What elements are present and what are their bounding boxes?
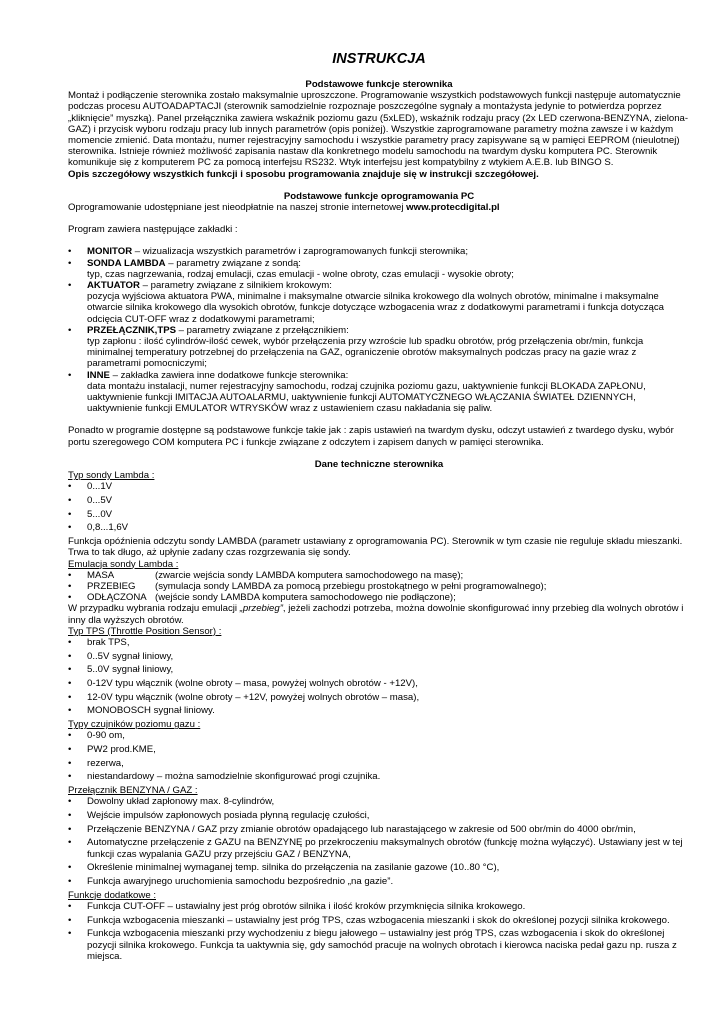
list-item: • 0-90 om,: [68, 730, 125, 742]
list-item: • PRZEBIEG (symulacja sondy LAMBDA za pomocą przebiegu prostokątnego w pełni programowalnego);: [68, 580, 547, 592]
bullet-icon: •: [68, 324, 72, 336]
list-item: • MONOBOSCH sygnał liniowy.: [68, 705, 215, 717]
list-item: • Funkcja awaryjnego uruchomienia samochodu bezpośrednio „na gazie”.: [68, 876, 394, 888]
software-tabs-list: [68, 246, 690, 414]
bullet-icon: •: [68, 837, 72, 849]
bullet-icon: •: [68, 280, 72, 292]
list-item-aktuator: • AKTUATOR – parametry związane z silnikiem krokowym: pozycja wyjściowa aktuatora PWA, minimalne i maksymalne otwarcie silnika krokowego dla wolnych obrotów, minimalne i maksymalne otwarcie silnika krokowego dla wysokich obrotów, funkcje dotyczące wzbogacenia wraz z dodatkowymi parametrami i funkcja dotycząca odcięcia CUT-OFF wraz z dodatkowymi parametrami;: [68, 280, 690, 325]
bullet-icon: •: [68, 664, 72, 676]
lambda-emulation-title: Emulacja sondy Lambda :: [68, 558, 179, 570]
list-item: • 12-0V typu włącznik (wolne obroty – +12V, powyżej wolnych obrotów – masa),: [68, 691, 420, 703]
list-item-sonda-lambda: • SONDA LAMBDA – parametry związane z sondą: typ, czas nagrzewania, rodzaj emulacji, czas emulacji - wolne obroty, czas emulacji - wysokie obroty;: [68, 258, 690, 280]
bullet-icon: •: [68, 580, 72, 592]
bullet-icon: •: [68, 257, 72, 269]
list-item: • ODŁĄCZONA (wejście sondy LAMBDA komputera samochodowego nie podłączone);: [68, 592, 456, 604]
bullet-icon: •: [68, 481, 72, 493]
website-link[interactable]: www.protecdigital.pl: [406, 202, 500, 214]
list-item-monitor: • MONITOR – wizualizacja wszystkich parametrów i zaprogramowanych funkcji sterownika;: [68, 246, 469, 258]
tab-detail: typ zapłonu : ilość cylindrów-ilość cewek, wybór przełączenia przy wzroście lub spadku obrotów, próg przełączenia obr/min, funkcja minimalnej temperatury potrzebnej do przełączenia na GAZ, ograniczenie obrotów maksymalnych podczas pracy na gazie wraz z parametrami pomocniczymi;: [87, 336, 644, 370]
gas-sensor-title: Typy czujników poziomu gazu :: [68, 719, 201, 731]
detailed-manual-note: Opis szczegółowy wszystkich funkcji i sposobu programowania znajduje się w instrukcji szczegółowej.: [68, 168, 539, 180]
list-item: • 0-12V typu włącznik (wolne obroty – masa, powyżej wolnych obrotów - +12V),: [68, 678, 418, 690]
emulation-note: W przypadku wybrania rodzaju emulacji „przebieg”, jeżeli zachodzi potrzeba, można dowolnie skonfigurować inny przebieg dla wolnych obrotów i inny dla wyższych obrotów.: [68, 603, 684, 626]
bullet-icon: •: [68, 928, 72, 940]
list-item-inne: • INNE – zakładka zawiera inne dodatkowe funkcje sterownika: data montażu instalacji, numer rejestracyjny samochodu, rodzaj czujnika poziomu gazu, uaktywnienie funkcji BLOKADA ZAPŁONU, uaktywnienie funkcji IMITACJA AUTOALARMU, uaktywnienie funkcji AUTOMATYCZNEGO WŁĄCZANIA ŚWIATEŁ DZIENNYCH, uaktywnienie funkcji EMULATOR WTRYSKÓW wraz z ustawieniem czasu nakładania się paliw.: [68, 370, 690, 415]
list-item: • 0...1V: [68, 481, 113, 493]
bullet-icon: •: [68, 569, 72, 581]
bullet-icon: •: [68, 757, 72, 769]
bullet-icon: •: [68, 744, 72, 756]
list-item: • Przełączenie BENZYNA / GAZ przy zmianie obrotów opadającego lub narastającego w zakresie od 500 obr/min do 4000 obr/min,: [68, 823, 636, 835]
gas-sensor-list: [68, 730, 690, 782]
software-intro: Oprogramowanie udostępniane jest nieodpłatnie na naszej stronie internetowej www.protecdigital.pl: [68, 202, 500, 214]
bullet-icon: •: [68, 862, 72, 874]
extra-functions-list: [68, 901, 690, 962]
lambda-emulation-list: [68, 570, 690, 604]
list-item: • Funkcja CUT-OFF – ustawialny jest próg obrotów silnika i ilość kroków przymknięcia silnika krokowego.: [68, 901, 526, 912]
list-item: • 0,8...1,6V: [68, 522, 129, 534]
document-title: INSTRUKCJA: [332, 51, 426, 67]
extra-functions-title: Funkcje dodatkowe :: [68, 889, 156, 901]
list-item: • MASA (zwarcie wejścia sondy LAMBDA komputera samochodowego na masę);: [68, 569, 464, 581]
section-heading-software: Podstawowe funkcje oprogramowania PC: [283, 190, 475, 202]
list-item: • rezerwa,: [68, 757, 124, 769]
switch-title: Przełącznik BENZYNA / GAZ :: [68, 785, 198, 797]
bullet-icon: •: [68, 914, 72, 926]
bullet-icon: •: [68, 650, 72, 662]
list-item: • brak TPS,: [68, 636, 130, 648]
lambda-types-list: [68, 481, 690, 533]
bullet-icon: •: [68, 796, 72, 808]
bullet-icon: •: [68, 246, 72, 258]
bullet-icon: •: [68, 771, 72, 783]
list-item: • niestandardowy – można samodzielnie skonfigurować progi czujnika.: [68, 771, 381, 783]
section-heading-tech-data: Dane techniczne sterownika: [314, 458, 444, 470]
software-outro: Ponadto w programie dostępne są podstawowe funkcje takie jak : zapis ustawień na twardym dysku, odczyt ustawień z twardego dysku, wybór portu szeregowego COM komputera PC i funkcje związane z odczytem i zapisem danych w pamięci sterownika.: [68, 425, 674, 448]
bullet-icon: •: [68, 636, 72, 648]
list-item: • Funkcja wzbogacenia mieszanki – ustawialny jest próg TPS, czas wzbogacenia mieszanki i skok do określonej pozycji silnika krokowego.: [68, 914, 670, 926]
tab-detail: pozycja wyjściowa aktuatora PWA, minimalne i maksymalne otwarcie silnika krokowego dla wolnych obrotów, minimalne i maksymalne otwarcie silnika krokowego dla wysokich obrotów, funkcje dotyczące wzbogacenia wraz z dodatkowymi parametrami i funkcja dotycząca odcięcia CUT-OFF wraz z dodatkowymi parametrami;: [87, 291, 664, 325]
bullet-icon: •: [68, 876, 72, 888]
list-item: • Wejście impulsów zapłonowych posiada płynną regulację czułości,: [68, 810, 370, 822]
list-item: • 0..5V sygnał liniowy,: [68, 650, 174, 662]
bullet-icon: •: [68, 592, 72, 604]
tps-list: [68, 637, 690, 717]
bullet-icon: •: [68, 705, 72, 717]
bullet-icon: •: [68, 823, 72, 835]
controller-description: Montaż i podłączenie sterownika zostało maksymalnie uproszczone. Programowanie wszystkich podstawowych funkcji następuje automatycznie podczas procesu AUTOADAPTACJI (sterownik samodzielnie rozpoznaje poszczególne sygnały a montażysta jedynie to potwierdza poprzez „kliknięcie” myszką). Panel przełącznika zawiera wskaźnik poziomu gazu (5xLED), wskaźnik rodzaju pracy (2x LED czerwona-BENZYNA, zielona-GAZ) i przycisk wyboru rodzaju pracy lub innych parametrów (opis poniżej). Wszystkie zaprogramowane parametry można zawsze i w każdym momencie zmienić. Data montażu, numer rejestracyjny samochodu i wszystkie parametry pracy zapisywane są w pamięci EEPROM (nieulotnej) sterownika. Istnieje również możliwość zapisania nastaw dla konkretnego modelu samochodu na twardym dysku komputera PC. Sterownik komunikuje się z komputerem PC za pomocą interfejsu RS232. Wtyk interfejsu jest kompatybilny z wtykiem A.E.B. lub BINGO S.: [68, 90, 689, 169]
document-body: [68, 79, 690, 965]
lambda-types-title: Typ sondy Lambda :: [68, 470, 155, 482]
list-item-przelacznik: • PRZEŁĄCZNIK,TPS – parametry związane z przełącznikiem: typ zapłonu : ilość cylindrów-ilość cewek, wybór przełączenia przy wzroście lub spadku obrotów, próg przełączenia obr/min, funkcja minimalnej temperatury potrzebnej do przełączenia na GAZ, ograniczenie obrotów maksymalnych podczas pracy na gazie wraz z parametrami pomocniczymi;: [68, 325, 690, 370]
bullet-icon: •: [68, 730, 72, 742]
list-item: • 0...5V: [68, 495, 113, 506]
list-item: • 5...0V: [68, 508, 113, 520]
tps-title: Typ TPS (Throttle Position Sensor) :: [68, 625, 222, 637]
switch-list: [68, 796, 690, 887]
list-item: • Automatyczne przełączenie z GAZU na BENZYNĘ po przekroczeniu maksymalnych obrotów (funkcję można wyłączyć). Ustawiany jest w tej funkcji czas wypalania GAZU przy przejściu GAZ / BENZYNA,: [68, 837, 683, 860]
bullet-icon: •: [68, 508, 72, 520]
tab-detail: data montażu instalacji, numer rejestracyjny samochodu, rodzaj czujnika poziomu gazu, uaktywnienie funkcji BLOKADA ZAPŁONU, uaktywnienie funkcji IMITACJA AUTOALARMU, uaktywnienie funkcji AUTOMATYCZNEGO WŁĄCZANIA ŚWIATEŁ DZIENNYCH, uaktywnienie funkcji EMULATOR WTRYSKÓW wraz z ustawieniem czasu nakładania się paliw.: [87, 380, 646, 415]
bullet-icon: •: [68, 901, 72, 912]
tab-detail: typ, czas nagrzewania, rodzaj emulacji, czas emulacji - wolne obroty, czas emulacji - wysokie obroty;: [87, 268, 514, 280]
list-item: • PW2 prod.KME,: [68, 744, 156, 756]
lambda-delay-text: Funkcja opóźnienia odczytu sondy LAMBDA (parametr ustawiany z oprogramowania PC). Sterownik w tym czasie nie reguluje składu mieszanki. Trwa to tak długo, aż upłynie zadany czas rozgrzewania się sondy.: [68, 536, 683, 559]
tabs-intro: Program zawiera następujące zakładki :: [68, 224, 238, 236]
list-item: • Funkcja wzbogacenia mieszanki przy wychodzeniu z biegu jałowego – ustawialny jest próg TPS, czas wzbogacenia i skok do określonej pozycji silnika krokowego. Funkcja ta uaktywnia się, gdy samochód pracuje na wolnych obrotach i kierowca naciska pedał gazu np. rusza z miejsca.: [68, 928, 677, 962]
list-item: • 5..0V sygnał liniowy,: [68, 664, 174, 676]
bullet-icon: •: [68, 495, 72, 506]
bullet-icon: •: [68, 810, 72, 822]
bullet-icon: •: [68, 691, 72, 703]
bullet-icon: •: [68, 522, 72, 534]
bullet-icon: •: [68, 369, 72, 381]
section-heading-controller: Podstawowe funkcje sterownika: [305, 79, 453, 90]
bullet-icon: •: [68, 678, 72, 690]
list-item: • Dowolny układ zapłonowy max. 8-cylindrów,: [68, 796, 275, 808]
list-item: • Określenie minimalnej wymaganej temp. silnika do przełączenia na zasilanie gazowe (10..80 °C),: [68, 862, 500, 874]
